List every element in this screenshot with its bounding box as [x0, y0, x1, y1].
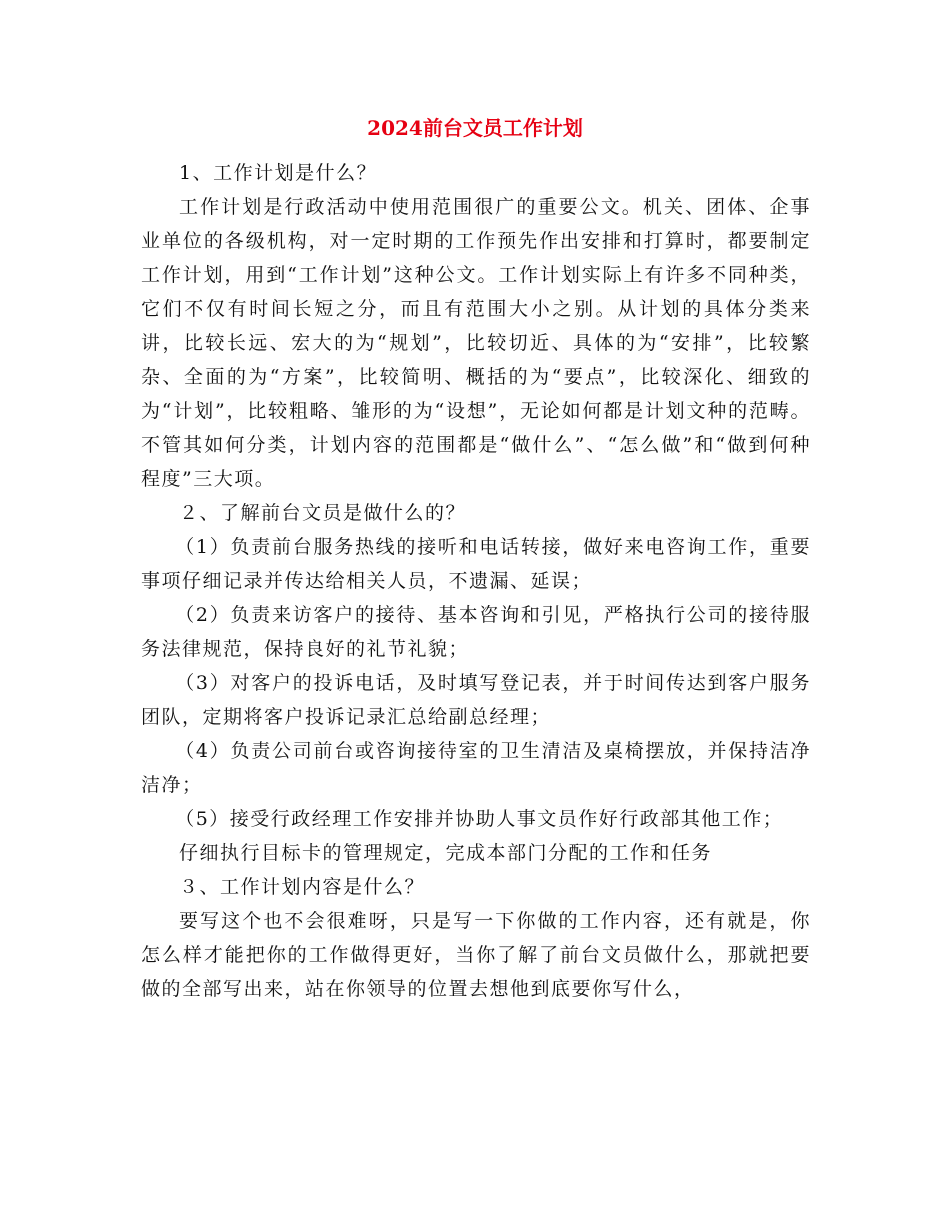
document-body	[141, 156, 811, 1006]
duty-item-1: （1）负责前台服务热线的接听和电话转接，做好来电咨询工作，重要事项仔细记录并传达给相关人员，不遗漏、延误；	[141, 536, 811, 592]
duty-item-3: （3）对客户的投诉电话，及时填写登记表，并于时间传达到客户服务团队，定期将客户投诉记录汇总给副总经理；	[141, 672, 811, 728]
document-title: 2024前台文员工作计划	[367, 116, 583, 140]
duty-item-5: （5）接受行政经理工作安排并协助人事文员作好行政部其他工作；	[175, 808, 784, 830]
paragraph-plan-content: 要写这个也不会很难呀，只是写一下你做的工作内容，还有就是，你怎么样才能把你的工作做得更好，当你了解了前台文员做什么，那就把要做的全部写出来，站在你领导的位置去想他到底要你写什么，	[141, 910, 811, 1000]
heading-receptionist-duties: ２、了解前台文员是做什么的？	[179, 502, 467, 524]
duty-item-2: （2）负责来访客户的接待、基本咨询和引见，严格执行公司的接待服务法律规范，保持良好的礼节礼貌；	[141, 604, 811, 660]
heading-plan-content: ３、工作计划内容是什么？	[179, 876, 426, 898]
duty-note: 仔细执行目标卡的管理规定，完成本部门分配的工作和任务	[179, 842, 713, 864]
heading-what-is-plan: 1、工作计划是什么？	[179, 162, 378, 184]
paragraph-plan-definition: 工作计划是行政活动中使用范围很广的重要公文。机关、团体、企事业单位的各级机构，对一定时期的工作预先作出安排和打算时，都要制定工作计划，用到“工作计划”这种公文。工作计划实际上有许多不同种类，它们不仅有时间长短之分，而且有范围大小之别。从计划的具体分类来讲，比较长远、宏大的为“规划”，比较切近、具体的为“安排”，比较繁杂、全面的为“方案”，比较简明、概括的为“要点”，比较深化、细致的为“计划”，比较粗略、雏形的为“设想”，无论如何都是计划文种的范畴。不管其如何分类，计划内容的范围都是“做什么”、“怎么做”和“做到何种程度”三大项。	[141, 196, 811, 490]
duty-item-4: （4）负责公司前台或咨询接待室的卫生清洁及桌椅摆放，并保持洁净洁净；	[141, 740, 811, 796]
